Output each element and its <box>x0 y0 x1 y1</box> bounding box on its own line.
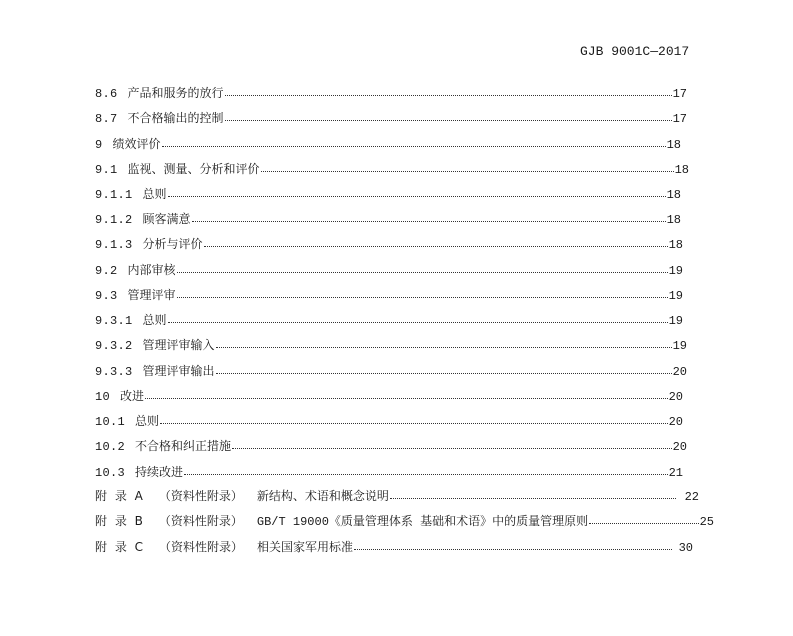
document-code-header: GJB 9001C—2017 <box>580 44 690 59</box>
dot-leader <box>204 236 668 247</box>
toc-title: 顾客满意 <box>142 212 191 226</box>
toc-entry[interactable] <box>95 362 687 380</box>
toc-page: 19 <box>668 264 683 278</box>
dot-leader <box>168 186 666 197</box>
appendix-page: 25 <box>699 515 714 529</box>
toc-entry[interactable] <box>95 336 687 354</box>
toc-entry[interactable] <box>95 412 683 430</box>
dot-leader <box>162 136 666 147</box>
dot-leader <box>225 85 672 96</box>
toc-entry[interactable] <box>95 286 683 304</box>
appendix-entry[interactable] <box>95 538 693 556</box>
dot-leader <box>261 161 674 172</box>
appendix-label: 附 录 C <box>95 540 146 554</box>
toc-entry[interactable] <box>95 235 683 253</box>
toc-page: 20 <box>668 415 683 429</box>
dot-leader <box>589 513 698 524</box>
toc-page: 18 <box>666 188 681 202</box>
toc-title: 总则 <box>142 187 167 201</box>
toc-title: 绩效评价 <box>112 137 161 151</box>
toc-page: 21 <box>668 466 683 480</box>
appendix-title: 相关国家军用标准 <box>257 540 354 554</box>
toc-entry[interactable] <box>95 135 681 153</box>
toc-title: 不合格输出的控制 <box>127 111 224 125</box>
dot-leader <box>177 287 668 298</box>
dot-leader <box>216 363 672 374</box>
toc-page: 18 <box>666 213 681 227</box>
toc-entry[interactable] <box>95 109 687 127</box>
dot-leader <box>168 312 668 323</box>
toc-entry[interactable] <box>95 160 689 178</box>
dot-leader <box>225 110 672 121</box>
appendix-page: 22 <box>684 490 699 504</box>
toc-number: 9.3.1 <box>95 314 133 328</box>
toc-page: 20 <box>672 440 687 454</box>
toc-page: 19 <box>668 314 683 328</box>
dot-leader <box>192 211 666 222</box>
toc-number: 9.1.1 <box>95 188 133 202</box>
toc-title: 监视、测量、分析和评价 <box>127 162 260 176</box>
toc-number: 10.3 <box>95 466 126 480</box>
toc-title: 总则 <box>142 313 167 327</box>
toc-number: 10.1 <box>95 415 126 429</box>
dot-leader <box>184 464 668 475</box>
appendix-label: 附 录 A <box>95 489 145 503</box>
dot-leader <box>177 262 668 273</box>
toc-number: 9.1.3 <box>95 238 133 252</box>
dot-leader <box>354 539 672 550</box>
toc-title: 内部审核 <box>127 263 176 277</box>
toc-page: 20 <box>672 365 687 379</box>
toc-entry[interactable] <box>95 387 683 405</box>
toc-title: 改进 <box>120 389 145 403</box>
toc-page: 20 <box>668 390 683 404</box>
toc-title: 管理评审输入 <box>142 338 215 352</box>
dot-leader <box>160 413 668 424</box>
dot-leader <box>390 488 676 499</box>
toc-number: 9.3.2 <box>95 339 133 353</box>
appendix-entry[interactable] <box>95 487 699 505</box>
toc-title: 管理评审输出 <box>142 364 215 378</box>
toc-page: 18 <box>668 238 683 252</box>
toc-title: 总则 <box>135 414 160 428</box>
appendix-label: 附 录 B <box>95 514 145 528</box>
appendix-entry[interactable] <box>95 512 714 530</box>
appendix-title: 新结构、术语和概念说明 <box>256 489 389 503</box>
toc-entry[interactable] <box>95 185 681 203</box>
appendix-kind: （资料性附录） <box>159 540 244 554</box>
appendix-kind: （资料性附录） <box>158 489 243 503</box>
toc-page: 19 <box>668 289 683 303</box>
toc-page: 17 <box>672 112 687 126</box>
toc-number: 9.1.2 <box>95 213 133 227</box>
appendix-kind: （资料性附录） <box>158 514 243 528</box>
toc-number: 9 <box>95 138 103 152</box>
toc-title: 管理评审 <box>127 288 176 302</box>
toc-number: 9.2 <box>95 264 118 278</box>
dot-leader <box>232 438 672 449</box>
toc-entry[interactable] <box>95 210 681 228</box>
toc-number: 8.7 <box>95 112 118 126</box>
toc-title: 持续改进 <box>135 465 184 479</box>
toc-page: 17 <box>672 87 687 101</box>
toc-page: 19 <box>672 339 687 353</box>
toc-number: 8.6 <box>95 87 118 101</box>
toc-entry[interactable] <box>95 261 683 279</box>
toc-entry[interactable] <box>95 84 687 102</box>
dot-leader <box>145 388 668 399</box>
toc-title: 产品和服务的放行 <box>127 86 224 100</box>
appendix-title: GB/T 19000《质量管理体系 基础和术语》中的质量管理原则 <box>256 515 589 529</box>
toc-title: 不合格和纠正措施 <box>135 439 232 453</box>
toc-number: 9.1 <box>95 163 118 177</box>
toc-page: 18 <box>666 138 681 152</box>
toc-entry[interactable] <box>95 437 687 455</box>
appendix-page: 30 <box>678 541 693 555</box>
toc-number: 10 <box>95 390 111 404</box>
toc-page: 18 <box>674 163 689 177</box>
toc-entry[interactable] <box>95 311 683 329</box>
toc-number: 9.3.3 <box>95 365 133 379</box>
toc-entry[interactable] <box>95 463 683 481</box>
toc-number: 9.3 <box>95 289 118 303</box>
dot-leader <box>216 337 672 348</box>
toc-number: 10.2 <box>95 440 126 454</box>
toc-title: 分析与评价 <box>142 237 203 251</box>
